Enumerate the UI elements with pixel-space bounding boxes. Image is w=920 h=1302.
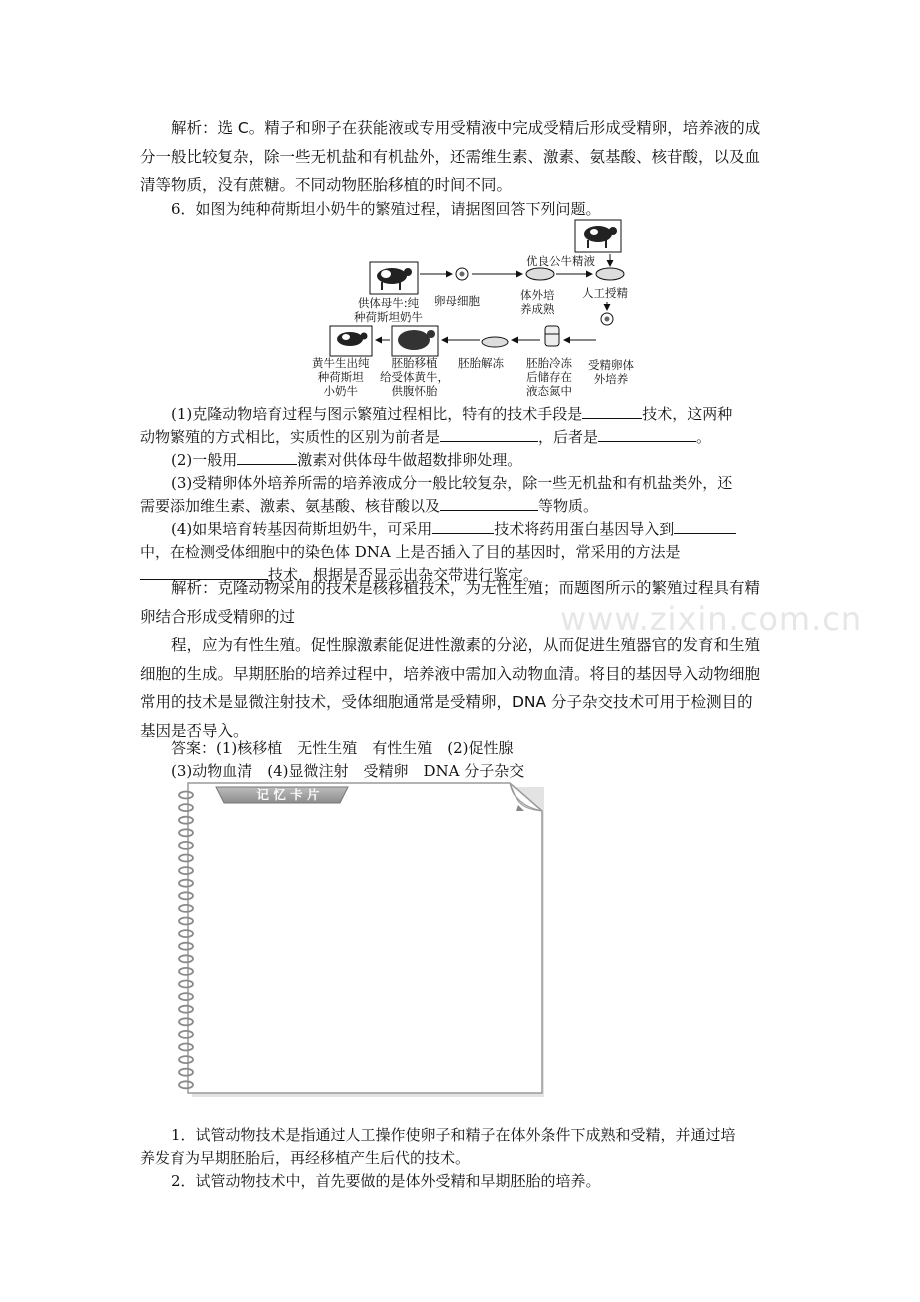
sub1-line1 xyxy=(140,403,782,426)
sub2-text-a: (2)一般用 xyxy=(171,451,238,469)
label-artificial: 人工授精 xyxy=(582,286,628,300)
sub1-text-e: 。 xyxy=(696,428,712,446)
answer-blank[interactable] xyxy=(237,450,297,465)
bull-icon xyxy=(575,220,621,252)
culture-dish-icon xyxy=(526,268,554,280)
egg-cell-icon xyxy=(456,268,468,280)
label-transfer: 胚胎移植 给受体黄牛， 供腹怀胎 xyxy=(380,356,449,398)
sub1-text-c: 动物繁殖的方式相比，实质性的区别为前者是 xyxy=(140,428,441,446)
calf-icon xyxy=(330,326,372,356)
notebook-tab-title: 记 忆 卡 片 xyxy=(256,787,320,802)
sub4-text-d: 技术，根据是否显示出杂交带进行鉴定。 xyxy=(268,566,539,584)
label-zygote-culture: 受精卵体 外培养 xyxy=(588,358,634,386)
answer-blank[interactable] xyxy=(432,519,494,534)
question-6-subquestions xyxy=(140,403,782,587)
label-thaw: 胚胎解冻 xyxy=(458,356,504,370)
memory-point-1-line2: 养发育为早期胚胎后，再经移植产生后代的技术。 xyxy=(140,1149,471,1167)
answer-line2: (3)动物血清 (4)显微注射 受精卵 DNA 分子杂交 xyxy=(171,762,525,780)
sub2-text-b: 激素对供体母牛做超数排卵处理。 xyxy=(297,451,523,469)
memory-point-2: 2．试管动物技术中，首先要做的是体外受精和早期胚胎的培养。 xyxy=(171,1172,601,1190)
label-in-vitro: 体外培 养成熟 xyxy=(520,288,555,316)
nitrogen-tank-icon xyxy=(545,326,559,346)
analysis-q5 xyxy=(140,114,782,200)
thaw-dish-icon xyxy=(482,337,508,347)
answer-blank[interactable] xyxy=(598,427,696,442)
analysis-q5-line1: 解析：选 C。精子和卵子在获能液或专用受精液中完成受精后形成受精卵，培养液的成 xyxy=(171,119,761,137)
sub4-line1 xyxy=(140,518,782,541)
analysis-q6-line6: 基因是否导入。 xyxy=(140,721,249,740)
watermark: www.zixin.com.cn xyxy=(560,600,863,638)
analysis-q5-line3: 清等物质，没有蔗糖。不同动物胚胎移植的时间不同。 xyxy=(140,176,513,194)
zygote-icon xyxy=(601,313,613,325)
sub4-text-b: 技术将药用蛋白基因导入到 xyxy=(494,520,675,538)
analysis-q6-line2: 卵结合形成受精卵的过 xyxy=(140,607,296,626)
analysis-q6-line1: 解析：克隆动物采用的技术是核移植技术，为无性生殖；而题图所示的繁殖过程具有精 xyxy=(171,579,761,597)
label-calf: 黄牛生出纯 种荷斯坦 小奶牛 xyxy=(312,356,370,398)
analysis-q5-line2: 分一般比较复杂，除一些无机盐和有机盐外，还需维生素、激素、氨基酸、核苷酸，以及血 xyxy=(140,147,761,166)
answer-blank[interactable] xyxy=(582,404,642,419)
sub2-line xyxy=(140,449,782,472)
memory-card-notebook xyxy=(176,781,546,1099)
answer-blank[interactable] xyxy=(440,496,538,511)
sub1-text-a: (1)克隆动物培育过程与图示繁殖过程相比，特有的技术手段是 xyxy=(171,405,583,423)
label-freeze: 胚胎冷冻 后储存在 液态氮中 xyxy=(526,356,572,398)
donor-cow-icon xyxy=(370,262,418,294)
sub1-text-b: 技术，这两种 xyxy=(642,405,733,423)
answer-blank[interactable] xyxy=(440,427,538,442)
label-bull-semen: 优良公牛精液 xyxy=(526,254,595,268)
sub3-text-b: 需要添加维生素、激素、氨基酸、核苷酸以及 xyxy=(140,497,441,515)
analysis-q6-line5: 常用的技术是显微注射技术，受体细胞通常是受精卵，DNA 分子杂交技术可用于检测目的 xyxy=(140,693,753,711)
breeding-process-diagram xyxy=(300,216,640,406)
analysis-q6-line4: 细胞的生成。早期胚胎的培养过程中，培养液中需加入动物血清。将目的基因导入动物细胞 xyxy=(140,664,761,683)
sub3-line2 xyxy=(140,495,782,518)
notebook-svg xyxy=(176,781,546,1099)
sub3-line1: (3)受精卵体外培养所需的培养液成分一般比较复杂，除一些无机盐和有机盐类外，还 xyxy=(171,474,733,492)
label-donor-cow: 供体母牛:纯 种荷斯坦奶牛 xyxy=(354,296,423,324)
answer-line1: 答案：(1)核移植 无性生殖 有性生殖 (2)促性腺 xyxy=(171,739,514,757)
sub1-text-d: ，后者是 xyxy=(538,428,599,446)
answer-blank[interactable] xyxy=(674,519,736,534)
sub1-line2 xyxy=(140,426,782,449)
sub3-text-c: 等物质。 xyxy=(538,497,599,515)
semen-dish-icon xyxy=(596,268,624,280)
answer-q6 xyxy=(140,737,782,783)
sub4-text-a: (4)如果培育转基因荷斯坦奶牛，可采用 xyxy=(171,520,433,538)
question-6-stem-text: 6．如图为纯种荷斯坦小奶牛的繁殖过程，请据图回答下列问题。 xyxy=(171,200,601,218)
sub4-line2: 中，在检测受体细胞中的染色体 DNA 上是否插入了目的基因时，常采用的方法是 xyxy=(140,543,681,561)
memory-points xyxy=(140,1124,782,1193)
analysis-q6-line3: 程，应为有性生殖。促性腺激素能促进性激素的分泌，从而促进生殖器官的发育和生殖 xyxy=(171,636,761,654)
label-egg-mother: 卵母细胞 xyxy=(434,294,480,308)
recipient-cow-icon xyxy=(392,326,438,356)
memory-point-1-line1: 1．试管动物技术是指通过人工操作使卵子和精子在体外条件下成熟和受精，并通过培 xyxy=(171,1126,736,1144)
